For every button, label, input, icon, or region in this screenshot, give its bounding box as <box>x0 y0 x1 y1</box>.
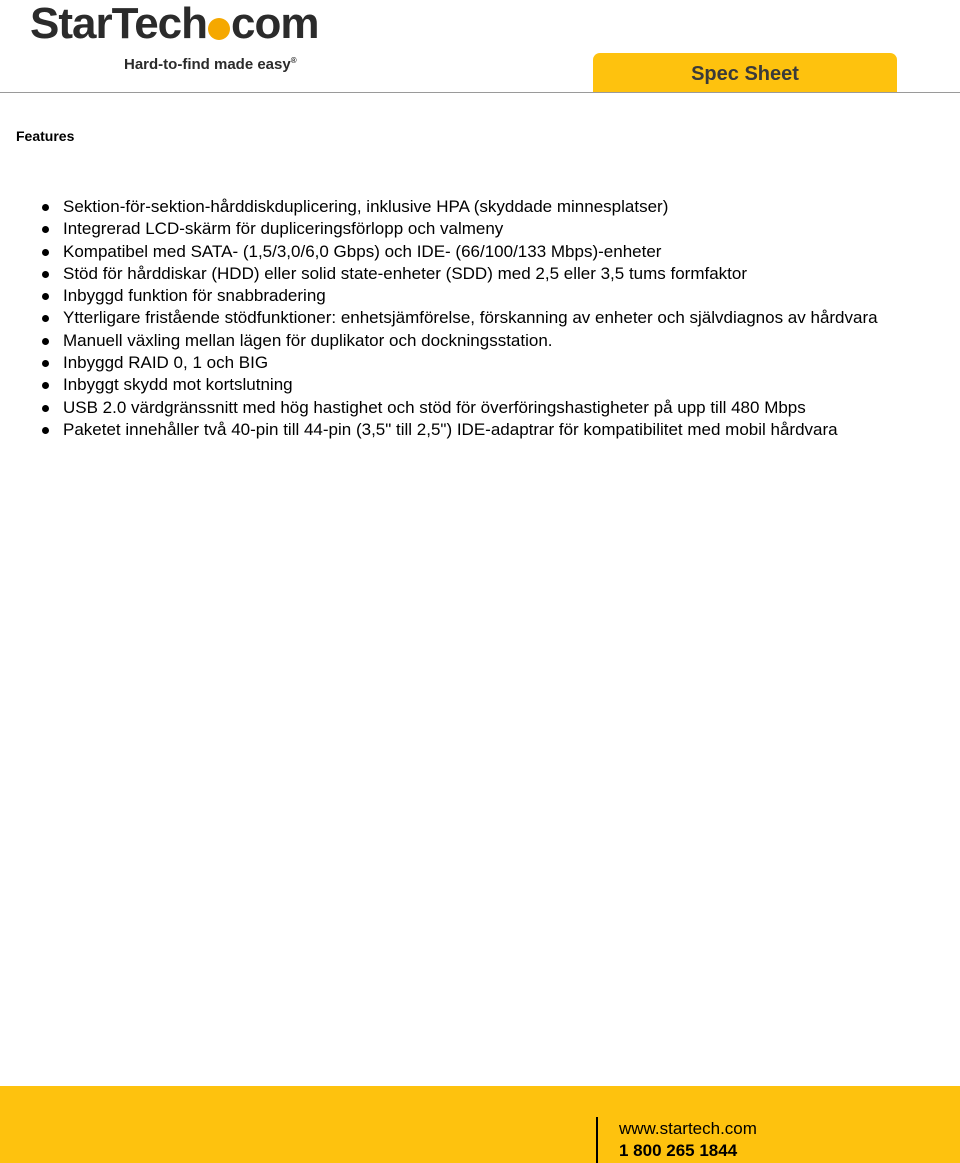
feature-text: Integrerad LCD-skärm för dupliceringsförlopp och valmeny <box>63 219 504 239</box>
page-header <box>0 0 960 93</box>
logo-text-start: StarTech <box>30 0 208 48</box>
page-footer <box>0 1086 960 1163</box>
features-heading: Features <box>16 128 75 144</box>
bullet-icon <box>42 315 49 322</box>
bullet-icon <box>42 382 49 389</box>
feature-item <box>40 263 940 285</box>
footer-divider <box>596 1117 598 1163</box>
feature-text: Inbyggt skydd mot kortslutning <box>63 375 293 395</box>
registered-mark: ® <box>290 56 297 65</box>
bullet-icon <box>42 427 49 434</box>
bullet-icon <box>42 271 49 278</box>
spec-sheet-tab: Spec Sheet <box>593 53 897 92</box>
logo-tagline <box>124 56 297 73</box>
feature-item <box>40 419 940 441</box>
startech-logo[interactable] <box>30 0 330 84</box>
feature-text: Kompatibel med SATA- (1,5/3,0/6,0 Gbps) och IDE- (66/100/133 Mbps)-enheter <box>63 241 662 261</box>
feature-text: Paketet innehåller två 40-pin till 44-pin (3,5" till 2,5") IDE-adaptrar för kompatibilitet med mobil hårdvara <box>63 419 838 439</box>
features-list <box>40 196 940 441</box>
logo-dot-icon <box>208 18 230 40</box>
logo-wordmark <box>30 0 319 48</box>
feature-text: Inbyggd RAID 0, 1 och BIG <box>63 353 269 373</box>
website-link[interactable]: www.startech.com <box>619 1119 757 1138</box>
phone-number: 1 800 265 1844 <box>619 1141 738 1160</box>
bullet-icon <box>42 405 49 412</box>
feature-text: Manuell växling mellan lägen för duplikator och dockningsstation. <box>63 330 553 350</box>
feature-item <box>40 330 940 352</box>
feature-item <box>40 397 940 419</box>
bullet-icon <box>42 249 49 256</box>
feature-item <box>40 218 940 240</box>
bullet-icon <box>42 360 49 367</box>
bullet-icon <box>42 293 49 300</box>
feature-text: USB 2.0 värdgränssnitt med hög hastighet och stöd för överföringshastigheter på upp till 480 Mbps <box>63 397 806 417</box>
bullet-icon <box>42 204 49 211</box>
feature-item <box>40 307 940 329</box>
feature-item <box>40 374 940 396</box>
bullet-icon <box>42 338 49 345</box>
feature-item <box>40 241 940 263</box>
tagline-text: Hard-to-find made easy <box>124 56 291 73</box>
feature-item <box>40 285 940 307</box>
feature-text: Stöd för hårddiskar (HDD) eller solid state-enheter (SDD) med 2,5 eller 3,5 tums formfaktor <box>63 263 748 283</box>
feature-text: Sektion-för-sektion-hårddiskduplicering, inklusive HPA (skyddade minnesplatser) <box>63 197 669 216</box>
bullet-icon <box>42 226 49 233</box>
logo-text-end: com <box>231 0 319 48</box>
feature-text: Ytterligare fristående stödfunktioner: enhetsjämförelse, förskanning av enheter och självdiagnos av hårdvara <box>63 308 878 328</box>
feature-text: Inbyggd funktion för snabbradering <box>63 286 326 306</box>
feature-item <box>40 352 940 374</box>
feature-item <box>40 196 940 218</box>
